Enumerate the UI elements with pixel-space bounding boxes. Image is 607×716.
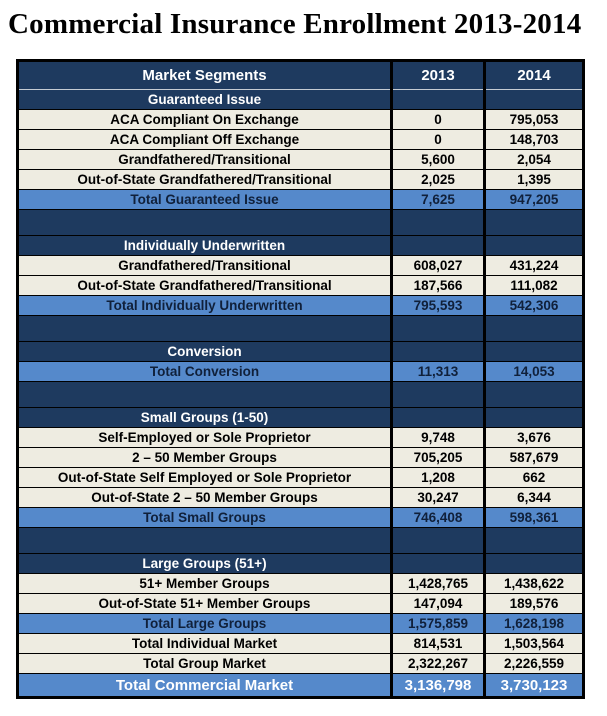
column-header-2013: 2013	[392, 61, 485, 90]
value-2013-cell	[392, 382, 485, 408]
section-header-row	[18, 408, 584, 428]
value-2013-cell: 608,027	[392, 256, 485, 276]
spacer-row	[18, 316, 584, 342]
column-header-market-segments: Market Segments	[18, 61, 392, 90]
value-2014-cell	[485, 408, 584, 428]
data-row	[18, 256, 584, 276]
data-row	[18, 448, 584, 468]
segment-label-cell: Total Individual Market	[18, 634, 392, 654]
segment-label-cell: Out-of-State Grandfathered/Transitional	[18, 170, 392, 190]
segment-label-cell: Conversion	[18, 342, 392, 362]
data-row	[18, 594, 584, 614]
value-2013-cell: 7,625	[392, 190, 485, 210]
grand-total-row	[18, 674, 584, 698]
total-row	[18, 296, 584, 316]
section-header-row	[18, 554, 584, 574]
value-2014-cell: 189,576	[485, 594, 584, 614]
section-header-row	[18, 90, 584, 110]
total-row	[18, 614, 584, 634]
data-row	[18, 150, 584, 170]
value-2014-cell: 148,703	[485, 130, 584, 150]
value-2014-cell	[485, 382, 584, 408]
data-row	[18, 654, 584, 674]
data-row	[18, 276, 584, 296]
segment-label-cell: Out-of-State 2 – 50 Member Groups	[18, 488, 392, 508]
segment-label-cell	[18, 528, 392, 554]
value-2013-cell: 5,600	[392, 150, 485, 170]
value-2013-cell	[392, 408, 485, 428]
value-2014-cell	[485, 210, 584, 236]
section-header-row	[18, 236, 584, 256]
value-2013-cell: 814,531	[392, 634, 485, 654]
value-2013-cell: 746,408	[392, 508, 485, 528]
segment-label-cell: 51+ Member Groups	[18, 574, 392, 594]
segment-label-cell: ACA Compliant On Exchange	[18, 110, 392, 130]
segment-label-cell: Total Individually Underwritten	[18, 296, 392, 316]
segment-label-cell: Total Conversion	[18, 362, 392, 382]
segment-label-cell: Guaranteed Issue	[18, 90, 392, 110]
value-2013-cell: 30,247	[392, 488, 485, 508]
value-2013-cell	[392, 210, 485, 236]
value-2013-cell: 3,136,798	[392, 674, 485, 698]
data-row	[18, 130, 584, 150]
value-2014-cell	[485, 528, 584, 554]
value-2013-cell: 2,322,267	[392, 654, 485, 674]
segment-label-cell: Individually Underwritten	[18, 236, 392, 256]
value-2014-cell: 3,730,123	[485, 674, 584, 698]
value-2013-cell: 0	[392, 110, 485, 130]
segment-label-cell: Out-of-State 51+ Member Groups	[18, 594, 392, 614]
segment-label-cell: Large Groups (51+)	[18, 554, 392, 574]
spacer-row	[18, 210, 584, 236]
total-row	[18, 362, 584, 382]
value-2014-cell	[485, 90, 584, 110]
value-2013-cell: 1,575,859	[392, 614, 485, 634]
value-2013-cell: 1,208	[392, 468, 485, 488]
segment-label-cell: Small Groups (1-50)	[18, 408, 392, 428]
value-2014-cell	[485, 236, 584, 256]
segment-label-cell: Grandfathered/Transitional	[18, 256, 392, 276]
segment-label-cell: Total Group Market	[18, 654, 392, 674]
segment-label-cell: Total Large Groups	[18, 614, 392, 634]
value-2013-cell: 0	[392, 130, 485, 150]
column-header-2014: 2014	[485, 61, 584, 90]
value-2014-cell: 431,224	[485, 256, 584, 276]
segment-label-cell	[18, 210, 392, 236]
spacer-row	[18, 382, 584, 408]
value-2014-cell	[485, 554, 584, 574]
data-row	[18, 110, 584, 130]
value-2013-cell: 2,025	[392, 170, 485, 190]
segment-label-cell: 2 – 50 Member Groups	[18, 448, 392, 468]
value-2013-cell: 795,593	[392, 296, 485, 316]
value-2013-cell	[392, 342, 485, 362]
value-2014-cell: 1,438,622	[485, 574, 584, 594]
value-2014-cell: 542,306	[485, 296, 584, 316]
segment-label-cell: Total Guaranteed Issue	[18, 190, 392, 210]
enrollment-table-body	[18, 90, 584, 698]
data-row	[18, 468, 584, 488]
value-2014-cell: 2,054	[485, 150, 584, 170]
segment-label-cell: Out-of-State Grandfathered/Transitional	[18, 276, 392, 296]
spacer-row	[18, 528, 584, 554]
segment-label-cell: Out-of-State Self Employed or Sole Proprietor	[18, 468, 392, 488]
total-row	[18, 508, 584, 528]
total-row	[18, 190, 584, 210]
segment-label-cell	[18, 382, 392, 408]
page-title: Commercial Insurance Enrollment 2013-2014	[8, 8, 582, 40]
value-2013-cell: 9,748	[392, 428, 485, 448]
value-2013-cell: 147,094	[392, 594, 485, 614]
value-2014-cell: 3,676	[485, 428, 584, 448]
value-2014-cell	[485, 342, 584, 362]
data-row	[18, 488, 584, 508]
value-2014-cell: 1,628,198	[485, 614, 584, 634]
segment-label-cell: ACA Compliant Off Exchange	[18, 130, 392, 150]
segment-label-cell: Grandfathered/Transitional	[18, 150, 392, 170]
data-row	[18, 634, 584, 654]
value-2014-cell: 14,053	[485, 362, 584, 382]
value-2014-cell: 947,205	[485, 190, 584, 210]
value-2014-cell: 6,344	[485, 488, 584, 508]
value-2013-cell: 1,428,765	[392, 574, 485, 594]
value-2014-cell: 587,679	[485, 448, 584, 468]
value-2013-cell	[392, 528, 485, 554]
value-2013-cell	[392, 236, 485, 256]
page	[0, 6, 607, 699]
data-row	[18, 428, 584, 448]
segment-label-cell: Total Commercial Market	[18, 674, 392, 698]
value-2013-cell: 187,566	[392, 276, 485, 296]
data-row	[18, 574, 584, 594]
segment-label-cell	[18, 316, 392, 342]
value-2014-cell: 2,226,559	[485, 654, 584, 674]
table-header-row	[18, 61, 584, 90]
value-2014-cell: 795,053	[485, 110, 584, 130]
value-2013-cell	[392, 90, 485, 110]
segment-label-cell: Total Small Groups	[18, 508, 392, 528]
value-2014-cell: 1,503,564	[485, 634, 584, 654]
value-2014-cell: 662	[485, 468, 584, 488]
value-2013-cell	[392, 554, 485, 574]
table-container	[16, 59, 607, 699]
value-2014-cell: 1,395	[485, 170, 584, 190]
value-2014-cell: 598,361	[485, 508, 584, 528]
segment-label-cell: Self-Employed or Sole Proprietor	[18, 428, 392, 448]
value-2013-cell	[392, 316, 485, 342]
value-2013-cell: 11,313	[392, 362, 485, 382]
enrollment-table	[16, 59, 585, 699]
section-header-row	[18, 342, 584, 362]
value-2013-cell: 705,205	[392, 448, 485, 468]
value-2014-cell	[485, 316, 584, 342]
value-2014-cell: 111,082	[485, 276, 584, 296]
data-row	[18, 170, 584, 190]
